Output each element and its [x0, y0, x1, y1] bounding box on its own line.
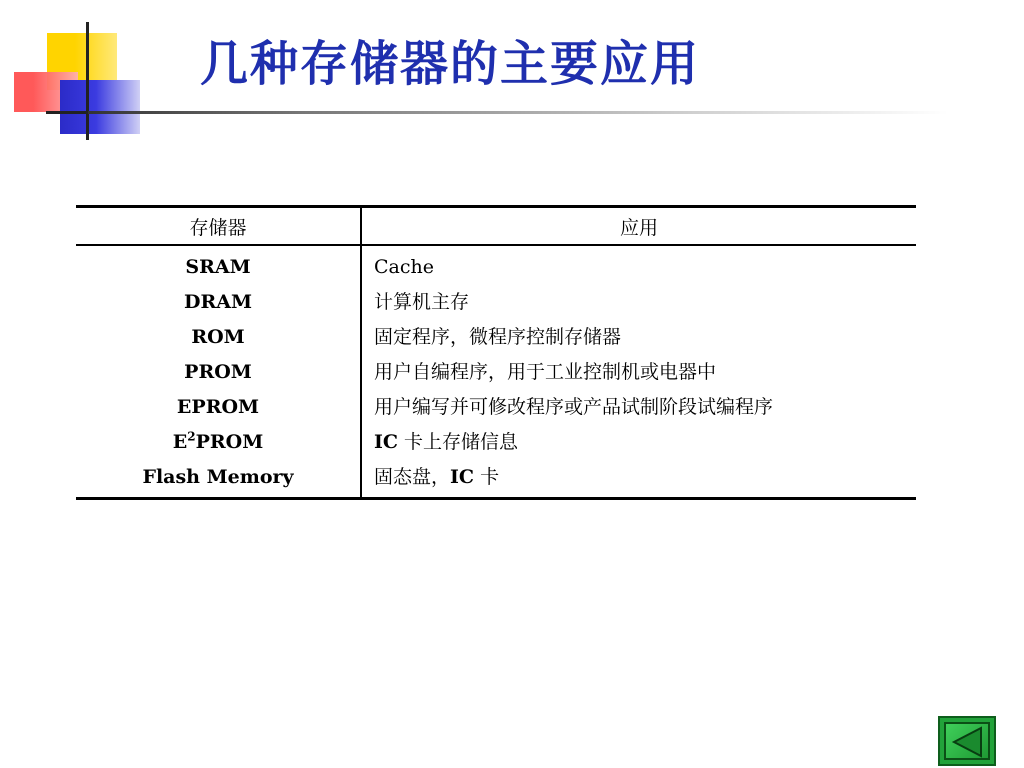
memory-name-base: E: [172, 431, 188, 453]
memory-application-table: [76, 205, 916, 500]
table-row: [76, 320, 916, 355]
memory-name: PROM: [76, 355, 361, 390]
memory-application: Cache: [374, 256, 434, 278]
memory-application: [361, 460, 916, 499]
back-triangle-icon: [949, 725, 987, 759]
memory-application: 固定程序，微程序控制存储器: [374, 326, 622, 348]
memory-application: 用户编写并可修改程序或产品试制阶段试编程序: [374, 396, 774, 418]
app-latin-part: IC: [374, 431, 399, 453]
memory-application: 用户自编程序，用于工业控制机或电器中: [374, 361, 717, 383]
app-text-part: 卡上存储信息: [398, 431, 519, 453]
memory-name-superscript: 2: [187, 429, 196, 444]
memory-name: SRAM: [76, 245, 361, 285]
memory-name: Flash Memory: [76, 460, 361, 499]
slide-title: 几种存储器的主要应用: [200, 36, 701, 92]
back-nav-button[interactable]: [938, 716, 996, 766]
memory-name: [76, 425, 361, 460]
memory-name: EPROM: [76, 390, 361, 425]
memory-application: 计算机主存: [374, 291, 470, 313]
header-application: 应用: [619, 216, 658, 239]
corner-logo: [0, 0, 160, 145]
app-latin-part: IC: [450, 466, 475, 488]
table-row: [76, 355, 916, 390]
memory-name: DRAM: [76, 285, 361, 320]
memory-application: [361, 425, 916, 460]
table-row: [76, 425, 916, 460]
table-row: [76, 245, 916, 285]
logo-vertical-line: [86, 22, 89, 140]
title-underline: [88, 111, 948, 114]
app-text-part: 卡: [474, 466, 500, 488]
blue-block: [60, 80, 140, 134]
table-row: [76, 390, 916, 425]
table-header-row: [76, 207, 916, 246]
memory-name-rest: PROM: [195, 431, 264, 453]
app-text-part: 固态盘，: [374, 466, 451, 488]
table-row: [76, 285, 916, 320]
header-memory: 存储器: [76, 207, 361, 246]
memory-name: ROM: [76, 320, 361, 355]
table-row: [76, 460, 916, 499]
